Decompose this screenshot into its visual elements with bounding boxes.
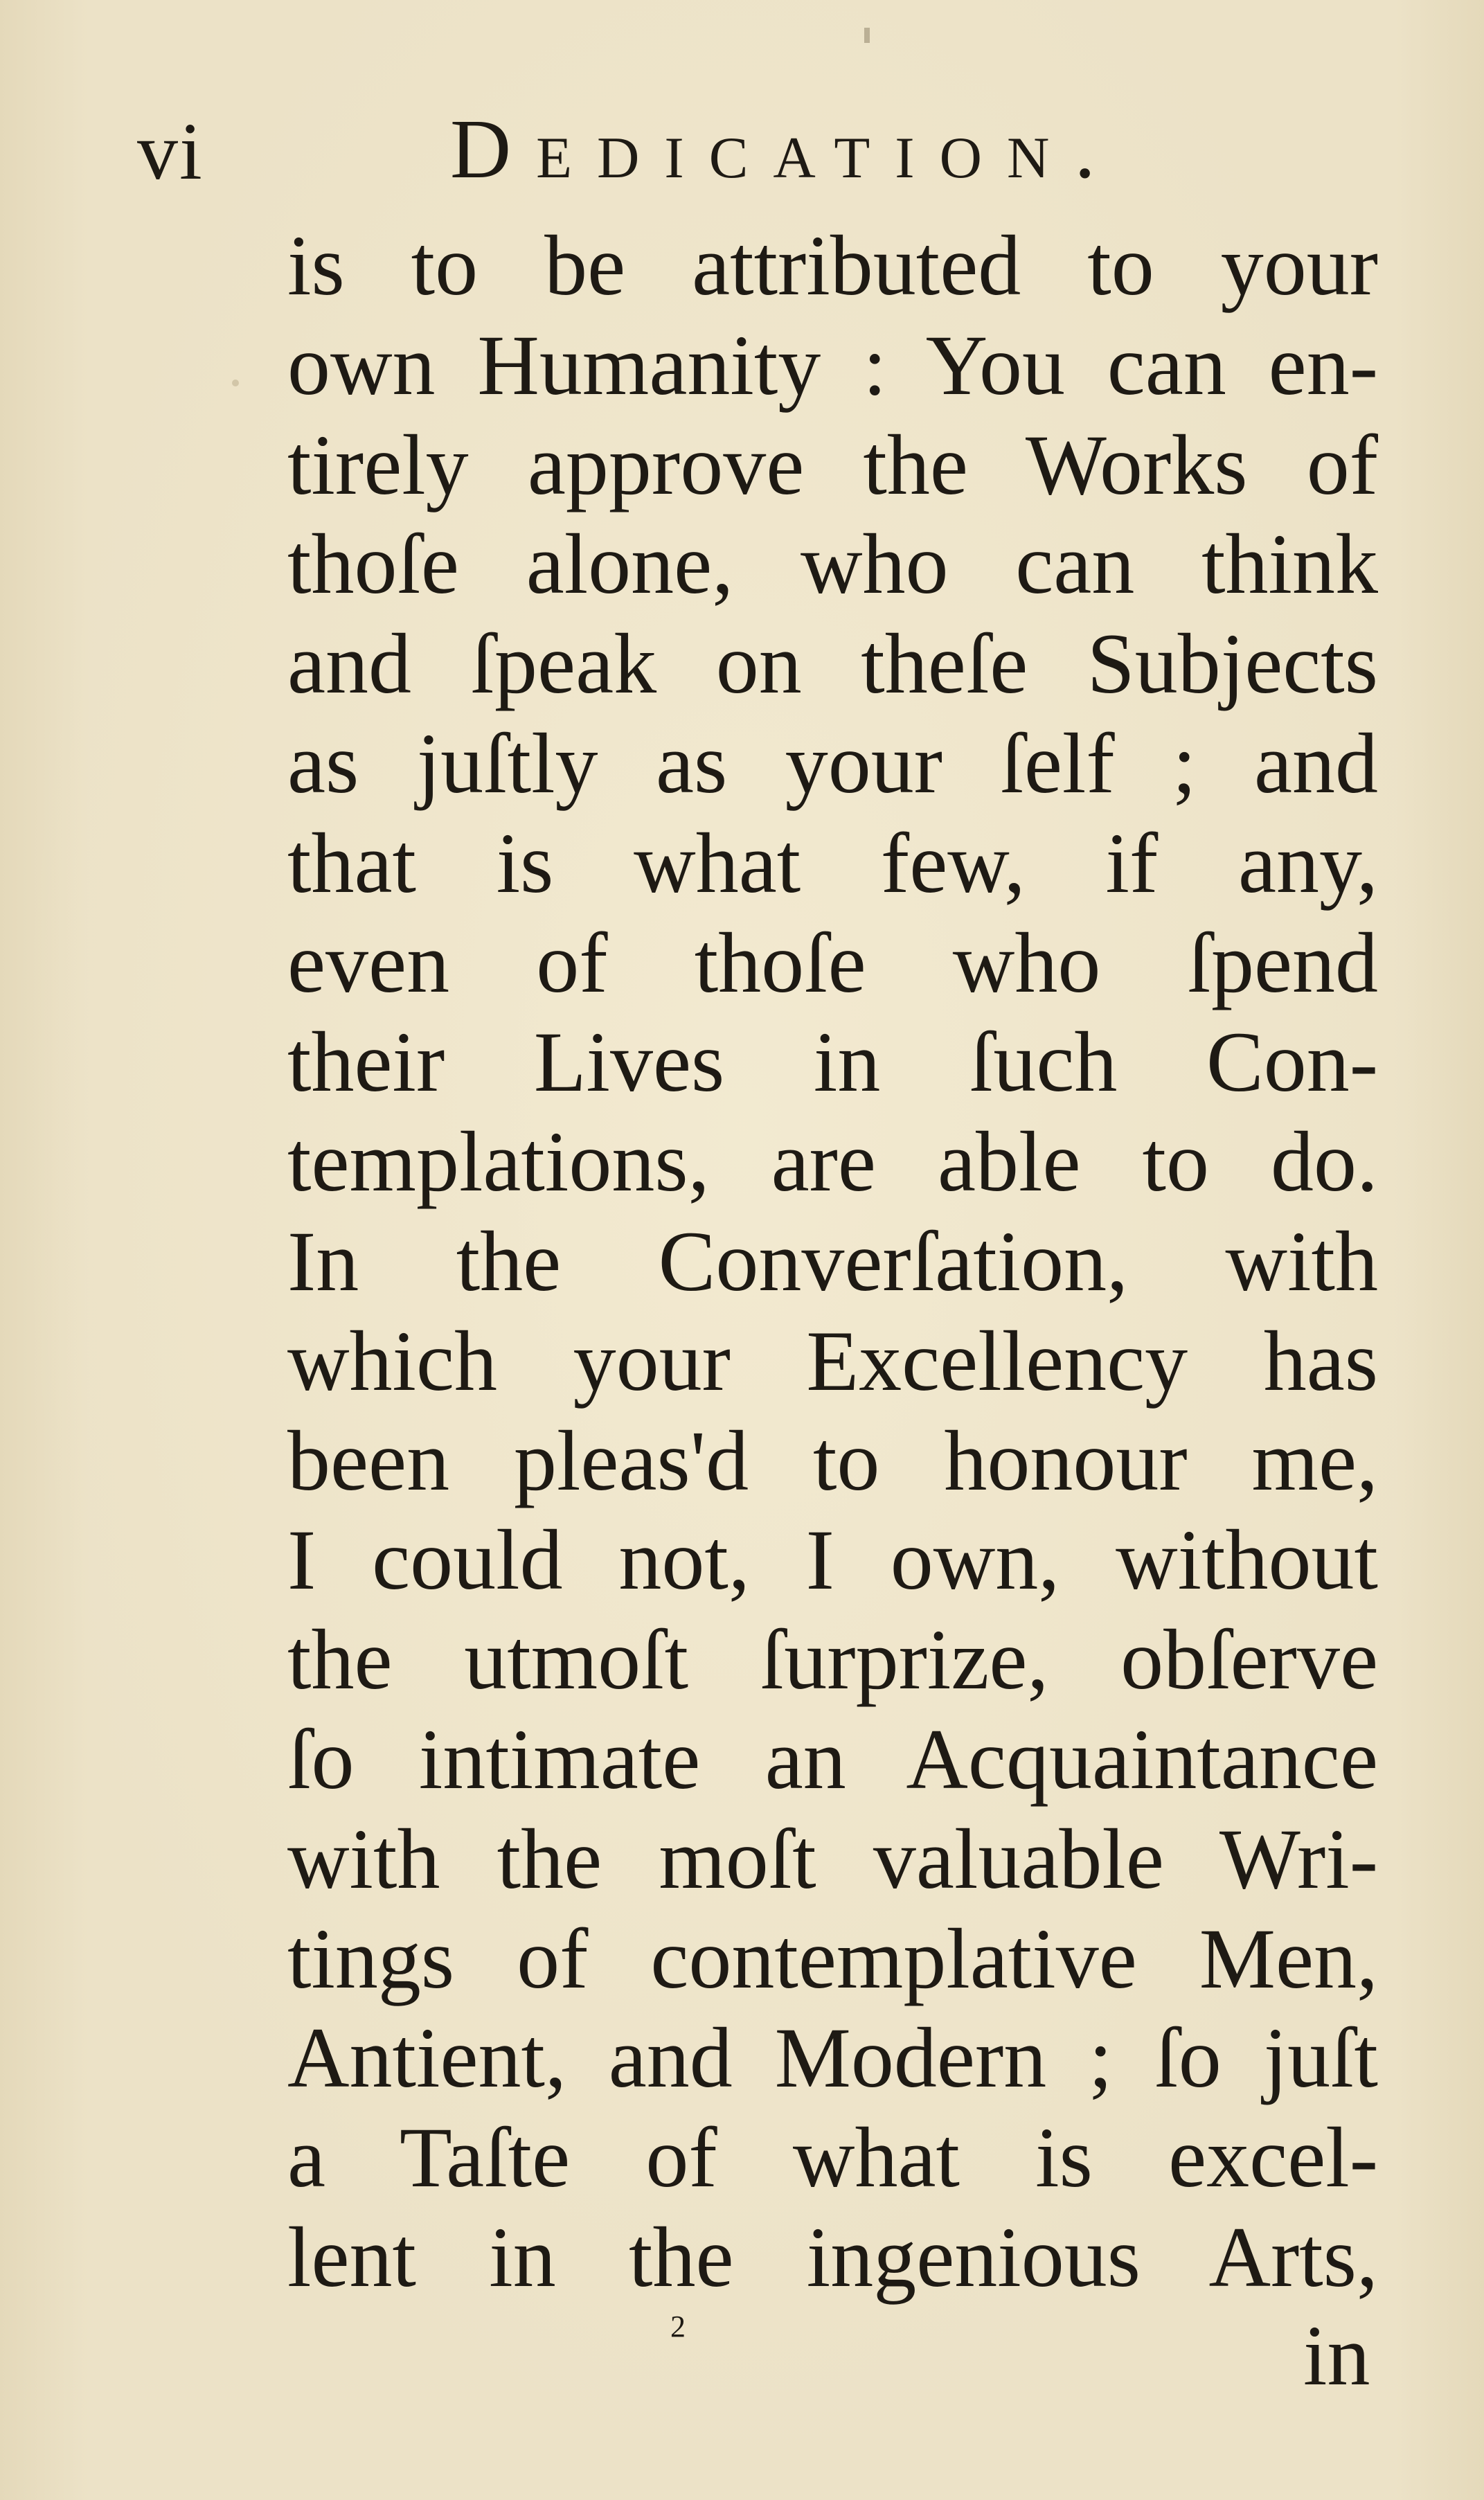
text-line: that is what few, if any, [287,815,1378,911]
text-line: which your Excellency has [287,1313,1378,1409]
text-line: as juſtly as your ſelf ; and [287,715,1378,811]
text-line: the utmoſt ſurprize, obſerve [287,1612,1378,1708]
text-line: tirely approve the Works of [287,417,1378,512]
catchword: in [1303,2308,1370,2403]
page-edge-mark [864,28,870,43]
text-line: a Taſte of what is excel- [287,2110,1378,2206]
text-line: lent in the ingenious Arts, [287,2209,1378,2305]
text-line: templations, are able to do. [287,1114,1378,1210]
running-head: Dedication. [450,102,1120,196]
text-line: their Lives in ſuch Con- [287,1015,1378,1110]
signature-mark: 2 [670,2310,686,2343]
text-line: ſo intimate an Acquaintance [287,1711,1378,1807]
text-line: I could not, I own, without [287,1512,1378,1608]
text-line: is to be attributed to your [287,218,1378,313]
text-line: been pleas'd to honour me, [287,1413,1378,1508]
text-line: thoſe alone, who can think [287,517,1378,612]
text-line: own Humanity : You can en- [287,317,1378,413]
text-line: In the Converſation, with [287,1213,1378,1309]
ink-speck [232,380,239,386]
page-number: vi [137,106,204,197]
text-line: even of thoſe who ſpend [287,915,1378,1010]
body-text [287,216,1378,2307]
text-line: with the moſt valuable Wri- [287,1811,1378,1907]
text-line: tings of contemplative Men, [287,1911,1378,2006]
text-line: and ſpeak on theſe Subjects [287,616,1378,712]
text-line: Antient, and Modern ; ſo juſt [287,2010,1378,2106]
